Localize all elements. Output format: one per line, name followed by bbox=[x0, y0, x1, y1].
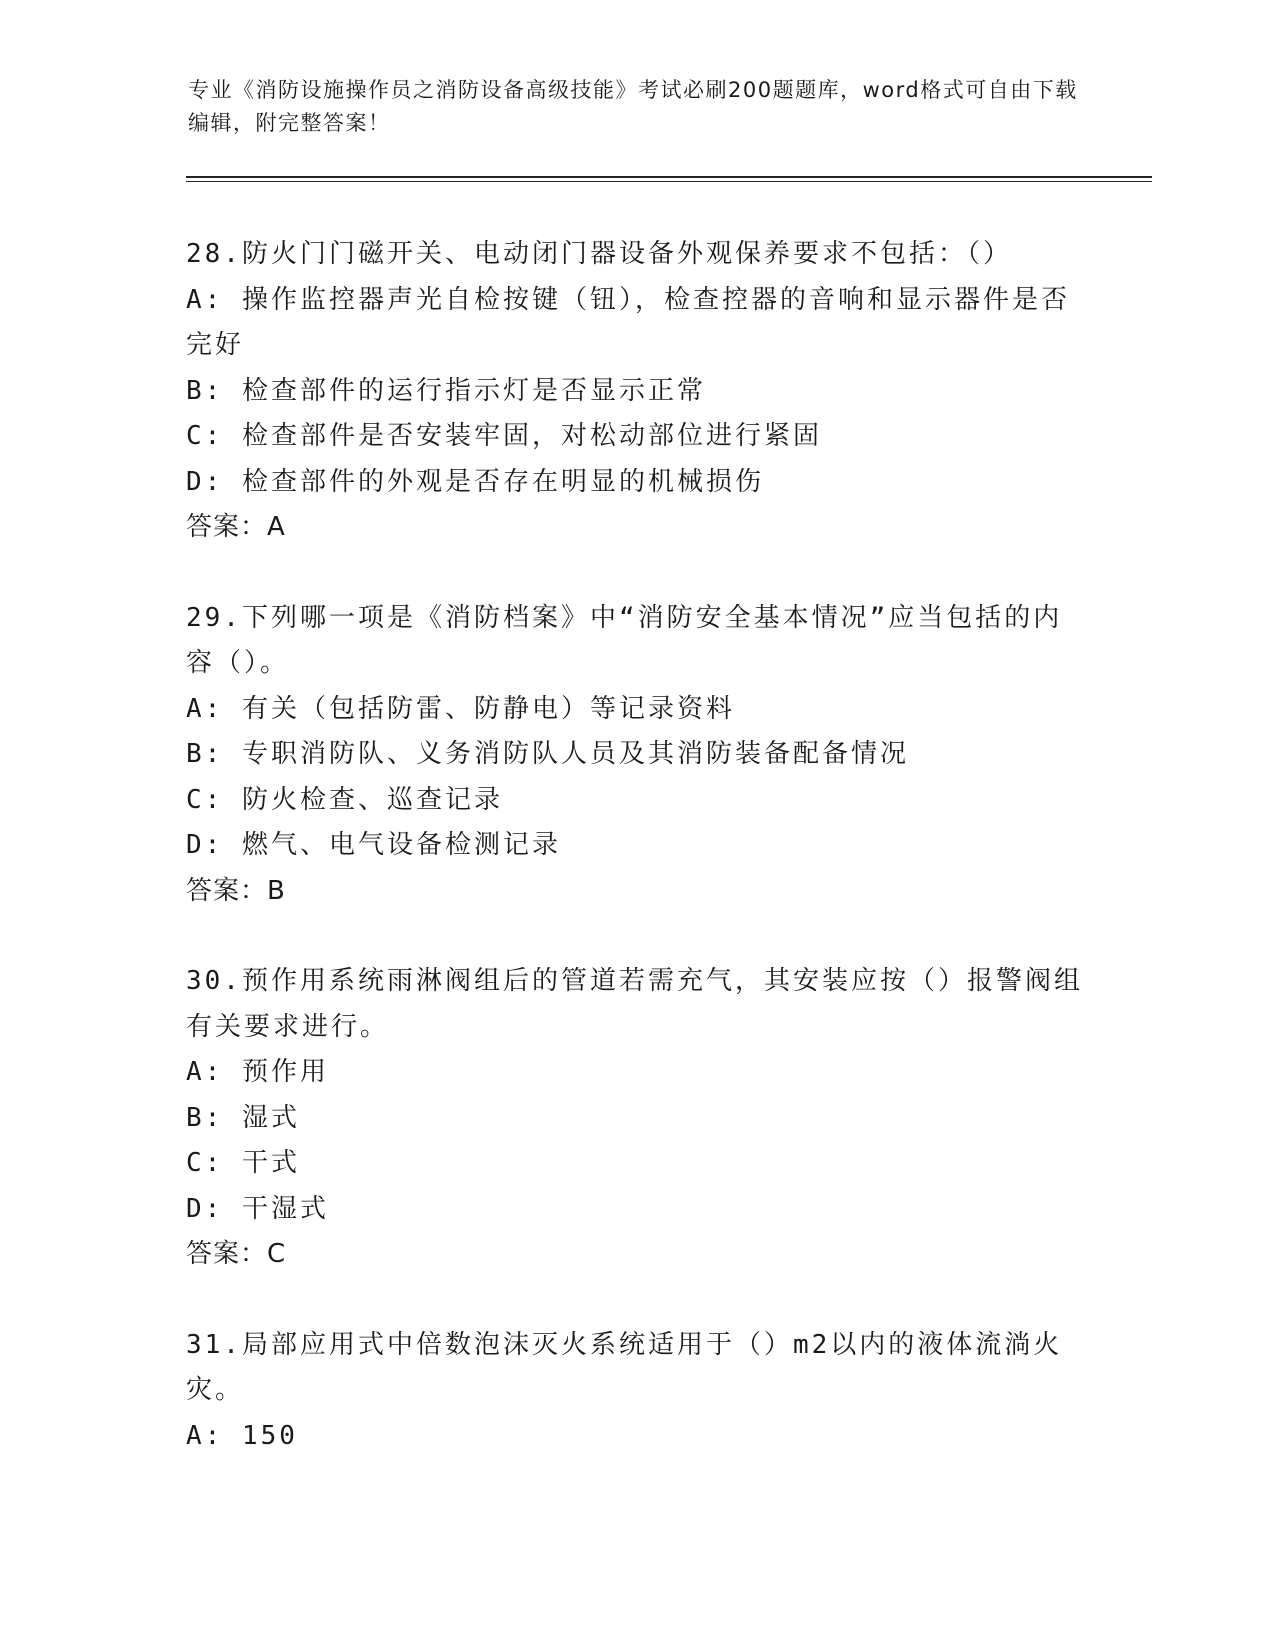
answer-label: 答案：B bbox=[186, 875, 286, 906]
option-d: D: 燃气、电气设备检测记录 bbox=[186, 830, 561, 860]
question-28 bbox=[186, 232, 1086, 551]
option-a: A: 预作用 bbox=[186, 1057, 329, 1087]
answer-label: 答案：A bbox=[186, 512, 286, 542]
question-list bbox=[186, 232, 1086, 1504]
question-stem: 31.局部应用式中倍数泡沫灭火系统适用于（）m2以内的液体流淌火灾。 bbox=[186, 1329, 1063, 1405]
option-c: C: 防火检查、巡查记录 bbox=[186, 784, 503, 815]
question-30 bbox=[186, 959, 1086, 1278]
option-a: A: 有关（包括防雷、防静电）等记录资料 bbox=[186, 693, 735, 724]
question-stem: 29.下列哪一项是《消防档案》中“消防安全基本情况”应当包括的内容（）。 bbox=[186, 602, 1063, 678]
answer-label: 答案：C bbox=[186, 1239, 287, 1269]
document-header: 专业《消防设施操作员之消防设备高级技能》考试必刷200题题库，word格式可自由下载编辑，附完整答案！ bbox=[188, 78, 1078, 135]
option-c: C: 检查部件是否安装牢固，对松动部位进行紧固 bbox=[186, 421, 822, 451]
question-stem: 30.预作用系统雨淋阀组后的管道若需充气，其安装应按（）报警阀组有关要求进行。 bbox=[186, 966, 1083, 1042]
option-b: B: 检查部件的运行指示灯是否显示正常 bbox=[186, 375, 706, 406]
option-b: B: 专职消防队、义务消防队人员及其消防装备配备情况 bbox=[186, 739, 909, 769]
option-a: A: 150 bbox=[186, 1420, 298, 1451]
option-a: A: 操作监控器声光自检按键（钮），检查控器的音响和显示器件是否完好 bbox=[186, 284, 1070, 360]
question-29 bbox=[186, 596, 1086, 915]
option-b: B: 湿式 bbox=[186, 1102, 300, 1133]
question-31 bbox=[186, 1323, 1086, 1460]
option-c: C: 干式 bbox=[186, 1148, 300, 1178]
header-divider bbox=[186, 176, 1152, 182]
option-d: D: 检查部件的外观是否存在明显的机械损伤 bbox=[186, 466, 764, 497]
option-d: D: 干湿式 bbox=[186, 1193, 329, 1224]
question-stem: 28.防火门门磁开关、电动闭门器设备外观保养要求不包括：（） bbox=[186, 239, 1012, 269]
